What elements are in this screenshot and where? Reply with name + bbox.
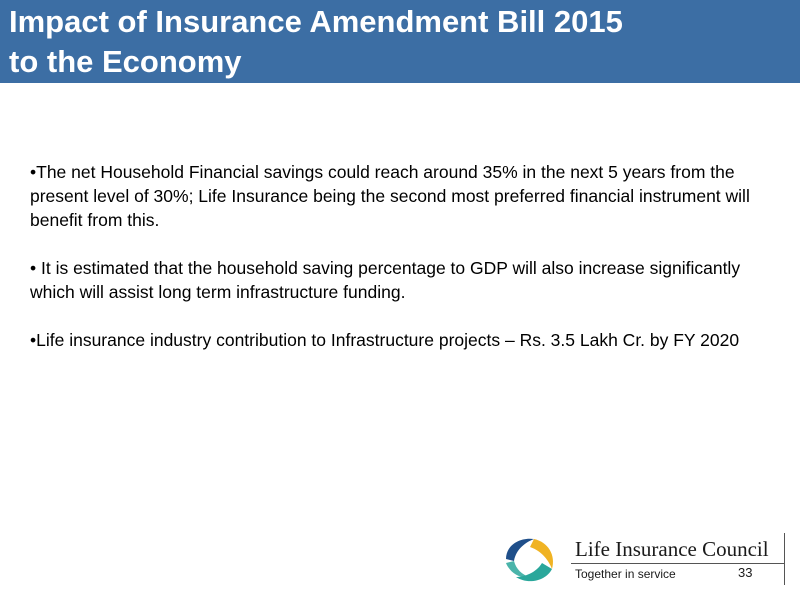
footer-tagline: Together in service [575,567,676,581]
bullet-household-savings: •The net Household Financial savings could reach around 35% in the next 5 years from the present level of 30%; Life Insurance being the second most preferred financial instrument will benefit from this. [30,162,750,230]
slide-title [9,2,623,82]
footer-divider [571,563,785,564]
slide-title-line-1: Impact of Insurance Amendment Bill 2015 [9,4,623,39]
life-insurance-council-logo-icon [500,533,558,585]
bullet-infrastructure-contribution: •Life insurance industry contribution to Infrastructure projects – Rs. 3.5 Lakh Cr. by FY 2020 [30,330,740,350]
title-bar [0,0,800,83]
page-number: 33 [738,565,753,580]
footer [500,533,786,585]
organization-name: Life Insurance Council [575,537,769,561]
slide-body [30,160,770,376]
footer-vertical-divider [784,533,785,585]
bullet-saving-percentage-gdp: • It is estimated that the household saving percentage to GDP will also increase significantly which will assist long term infrastructure funding. [30,258,741,302]
slide-title-line-2: to the Economy [9,44,242,79]
